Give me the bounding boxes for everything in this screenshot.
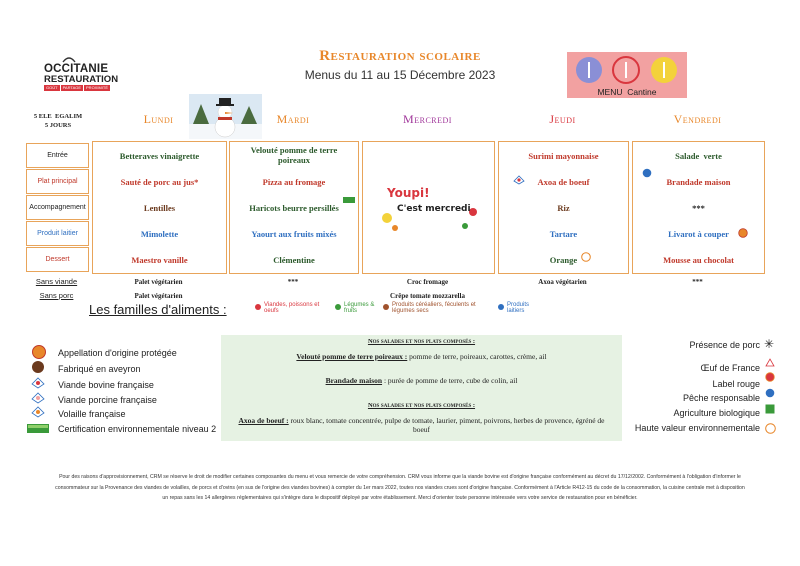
row-label-dessert: Dessert bbox=[26, 247, 89, 272]
sans-viande-lundi: Palet végétarien bbox=[134, 278, 183, 286]
composition-item-3-name: Axoa de boeuf : bbox=[238, 416, 289, 425]
family-dot-laitiers bbox=[498, 304, 504, 310]
composition-item-3-desc: roux blanc, tomate concentrée, pulpe de tomate, laurier, piment, poivrons, herbes de provence, égréné de boeuf bbox=[288, 416, 605, 434]
menu-vendredi-laitier: Livarot à couper bbox=[668, 229, 729, 239]
fish-icon bbox=[765, 388, 775, 398]
menu-vendredi-plat: Brandade maison bbox=[666, 177, 731, 187]
menu-lundi-accompagnement: Lentilles bbox=[143, 203, 176, 213]
column-mardi bbox=[229, 141, 359, 274]
logo-tag: PROXIMITÉ bbox=[86, 85, 109, 90]
menu-vendredi-accompagnement: *** bbox=[692, 203, 705, 213]
page-subtitle: Menus du 11 au 15 Décembre 2023 bbox=[304, 68, 496, 82]
menu-jeudi-accompagnement: Riz bbox=[557, 203, 570, 213]
egg-icon bbox=[765, 358, 775, 368]
column-lundi bbox=[92, 141, 227, 274]
row-label-entree: Entrée bbox=[26, 143, 89, 168]
hve-icon bbox=[581, 252, 591, 262]
family-dot-viandes bbox=[255, 304, 261, 310]
pig-icon bbox=[31, 392, 45, 404]
logo-tags bbox=[44, 85, 110, 91]
legend-peche: Pêche responsable bbox=[682, 393, 760, 403]
logo-tag: PARTAGE bbox=[62, 85, 82, 90]
aop-icon bbox=[738, 228, 748, 238]
menu-mardi-dessert: Clémentine bbox=[273, 255, 315, 265]
sans-viande-jeudi: Axoa végétarien bbox=[538, 278, 587, 286]
legend-aop: Appellation d'origine protégée bbox=[58, 348, 177, 358]
row-label-plat: Plat principal bbox=[26, 169, 89, 194]
composition-item-1-desc: pomme de terre, poireaux, carottes, crème, ail bbox=[407, 352, 547, 361]
legend-bovine: Viande bovine française bbox=[58, 380, 154, 390]
fish-icon bbox=[642, 168, 652, 178]
menu-mardi-plat: Pizza au fromage bbox=[262, 177, 326, 187]
logo-fork-icon bbox=[62, 55, 76, 63]
cert-env-icon bbox=[27, 424, 49, 433]
day-title-mercredi: Mercredi bbox=[403, 112, 452, 126]
legend-aveyron: Fabriqué en aveyron bbox=[58, 364, 141, 374]
page-title: Restauration scolaire bbox=[319, 48, 481, 64]
egalim-line1: 5 ELE EGALIM bbox=[33, 113, 83, 120]
column-mercredi bbox=[362, 141, 495, 274]
legend-porcine: Viande porcine française bbox=[58, 395, 157, 405]
poultry-icon bbox=[31, 406, 45, 418]
sans-viande-mercredi: Croc fromage bbox=[406, 278, 449, 286]
row-label-laitier: Produit laitier bbox=[26, 221, 89, 246]
menu-mardi-laitier: Yaourt aux fruits mixés bbox=[251, 229, 337, 239]
menu-cantine-badge bbox=[567, 52, 687, 98]
asterisk-icon: ✳ bbox=[764, 337, 775, 351]
menu-lundi-entree: Betteraves vinaigrette bbox=[119, 151, 200, 161]
row-label-accompagnement: Accompagnement bbox=[26, 195, 89, 220]
sans-porc-label: Sans porc bbox=[39, 291, 74, 300]
logo-line1: OCCITANIE bbox=[44, 63, 109, 75]
menu-lundi-dessert: Maestro vanille bbox=[131, 255, 188, 265]
legend-oeuf: Œuf de France bbox=[700, 363, 760, 373]
family-cereales: Produits céréaliers, féculents et légumes secs bbox=[392, 302, 476, 314]
composition-item-2-name: Brandade maison bbox=[325, 376, 383, 385]
beef-icon bbox=[31, 377, 45, 389]
legend-cert-env: Certification environnementale niveau 2 bbox=[58, 424, 217, 434]
legend-label-rouge: Label rouge bbox=[712, 379, 760, 389]
column-vendredi bbox=[632, 141, 765, 274]
compositions-heading-1: Nos salades et nos plats composés : bbox=[367, 338, 476, 345]
sans-viande-vendredi: *** bbox=[692, 278, 703, 286]
menu-jeudi-entree: Surimi mayonnaise bbox=[528, 151, 599, 161]
legend-volaille: Volaille française bbox=[58, 409, 126, 419]
families-title: Les familles d'aliments : bbox=[89, 302, 227, 317]
column-jeudi bbox=[498, 141, 629, 274]
day-title-jeudi: Jeudi bbox=[549, 112, 576, 126]
sans-porc-mercredi: Crêpe tomate mozzarella bbox=[390, 292, 465, 300]
menu-mardi-accompagnement: Haricots beurre persillés bbox=[249, 203, 339, 213]
footer-line-2: consommateur sur la Provenance des viandes de volailles, de porcs et d'ovins (en sus de l'origine des viandes bovines) à compter du 1er mars 2022, toutes nos viandes crues sont d'origine française. Conformément à l'Article R412-15 du code de la consommation, la cuisine centrale met à disposition bbox=[55, 484, 745, 491]
sans-viande-label: Sans viande bbox=[35, 277, 78, 286]
sans-viande-mardi: *** bbox=[287, 278, 299, 286]
menu-jeudi-dessert: Orange bbox=[549, 255, 578, 265]
menu-mardi-entree: Velouté pomme de terre poireaux bbox=[250, 145, 338, 165]
family-legumes: Légumes & fruits bbox=[344, 302, 375, 314]
legend-hve: Haute valeur environnementale bbox=[634, 423, 760, 433]
bio-icon bbox=[765, 404, 775, 414]
composition-item-1 bbox=[231, 352, 612, 361]
logo-tag: GOÛT bbox=[46, 85, 58, 90]
family-dot-cereales bbox=[383, 304, 389, 310]
composition-item-2 bbox=[231, 376, 612, 385]
beef-icon bbox=[513, 175, 525, 185]
utensils-icon bbox=[567, 54, 687, 88]
compositions-heading-2: Nos salades et nos plats composés : bbox=[367, 402, 476, 409]
logo-line2: RESTAURATION bbox=[44, 74, 119, 85]
footer-line-3: un repas sans les 14 allergènes réglementaires qui s'intègre dans le dispositif déployé par votre établissement. Merci d'orienter toute personne intéressée vers votre service de restauration pour en bénéficier. bbox=[162, 495, 638, 501]
cert-env-icon bbox=[343, 197, 355, 203]
composition-item-3 bbox=[231, 416, 612, 434]
menu-jeudi-plat: Axoa de boeuf bbox=[537, 177, 590, 187]
menu-lundi-plat: Sauté de porc au jus* bbox=[120, 177, 199, 187]
footer-line-1: Pour des raisons d'approvisionnement, CRM se réserve le droit de modifier certaines composantes du menu et vous remercie de votre compréhension. CRM vous informe que la viande bovine est d'origine française conformément au décret du 17/12/2002. Conformément à l'obligation d'informer le bbox=[59, 474, 741, 480]
legend-porc: Présence de porc bbox=[689, 340, 760, 350]
menu-vendredi-entree: Salade verte bbox=[675, 151, 722, 161]
day-title-lundi: Lundi bbox=[143, 112, 174, 126]
wednesday-line2: C'est mercredi bbox=[397, 204, 471, 214]
footer-notice bbox=[25, 472, 775, 504]
badge-text: MENU Cantine bbox=[597, 87, 657, 97]
aveyron-icon bbox=[32, 361, 44, 373]
menu-vendredi-dessert: Mousse au chocolat bbox=[663, 255, 734, 265]
menu-jeudi-laitier: Tartare bbox=[549, 229, 578, 239]
legend-bio: Agriculture biologique bbox=[673, 408, 760, 418]
compositions-box bbox=[221, 335, 622, 441]
label-rouge-icon bbox=[765, 372, 775, 382]
family-viandes: Viandes, poissons et oeufs bbox=[264, 302, 320, 314]
wednesday-line1: Youpi! bbox=[387, 186, 430, 200]
menu-lundi-laitier: Mimolette bbox=[140, 229, 179, 239]
sans-porc-lundi: Palet végétarien bbox=[134, 292, 183, 300]
family-dot-legumes bbox=[335, 304, 341, 310]
wednesday-image bbox=[377, 182, 481, 232]
composition-item-2-desc: : purée de pomme de terre, cube de colin, ail bbox=[382, 376, 518, 385]
aop-icon bbox=[32, 345, 46, 359]
hve-icon bbox=[765, 423, 776, 434]
day-title-mardi: Mardi bbox=[276, 112, 310, 126]
day-title-vendredi: Vendredi bbox=[673, 112, 722, 126]
egalim-line2: 5 JOURS bbox=[44, 122, 72, 129]
composition-item-1-name: Velouté pomme de terre poireaux : bbox=[296, 352, 408, 361]
family-laitiers: Produits laitiers bbox=[507, 302, 530, 314]
